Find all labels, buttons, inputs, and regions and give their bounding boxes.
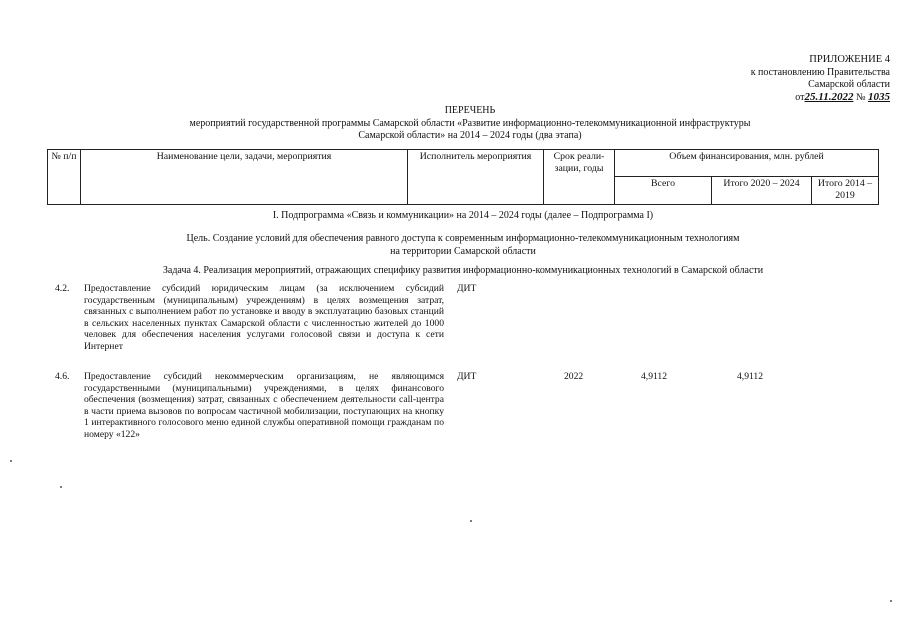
- document-title: [100, 105, 840, 143]
- appendix-number: 1035: [868, 90, 890, 103]
- row-number: 4.6.: [55, 371, 70, 382]
- goal-line-1: Цель. Создание условий для обеспечения равного доступа к современным информационно-телекоммуникационным технологиям: [186, 233, 740, 244]
- header-table: [47, 149, 879, 205]
- appendix-block: [700, 54, 890, 104]
- row-executor: ДИТ: [457, 371, 477, 382]
- title-line-1: мероприятий государственной программы Самарской области «Развитие информационно-телекоммуникационной инфраструктуры: [189, 117, 751, 129]
- appendix-title: ПРИЛОЖЕНИЕ 4: [809, 54, 890, 65]
- header-col-2020-2024: Итого 2020 – 2024: [712, 177, 812, 205]
- appendix-line-region: Самарской области: [808, 78, 890, 90]
- scan-speck: [10, 460, 12, 462]
- row-total: 4,9112: [641, 371, 668, 382]
- title-line-2: Самарской области» на 2014 – 2024 годы (два этапа): [358, 130, 582, 141]
- row-description: Предоставление субсидий некоммерческим организациям, не являющимся государственными (муниципальными) учреждениями, в целях финансового обеспечения (возмещения) затрат, связанных с обеспечением деятельности call-центра в части приема вызовов по вопросам частичной мобилизации, поступающих на кнопку 1 интерактивного голосового меню единой службы оперативной помощи гражданам по номеру «122»: [84, 371, 444, 440]
- row-description: Предоставление субсидий юридическим лицам (за исключением субсидий государственным (муниципальным) учреждениям) в целях возмещения затрат, связанных с выполнением работ по установке и вводу в эксплуатацию базовых станций в сельских населенных пунктах Самарской области с численностью жителей до 1000 человек для обеспечения населения услугами голосовой связи и доступа к сети Интернет: [84, 283, 444, 352]
- header-col-num: № п/п: [48, 150, 81, 205]
- row-subtotal-2020-2024: 4,9112: [737, 371, 764, 382]
- scan-speck: [60, 486, 62, 488]
- header-col-term: Срок реали-зации, годы: [544, 150, 615, 205]
- header-col-total: Всего: [615, 177, 712, 205]
- subprogram-heading: I. Подпрограмма «Связь и коммуникации» на 2014 – 2024 годы (далее – Подпрограмма I): [272, 210, 654, 221]
- row-year: 2022: [564, 371, 584, 382]
- header-col-funding: Объем финансирования, млн. рублей: [615, 150, 879, 177]
- row-number: 4.2.: [55, 283, 70, 294]
- appendix-dateline: [700, 91, 890, 104]
- header-col-2014-2019: Итого 2014 – 2019: [812, 177, 879, 205]
- scan-speck: [890, 600, 892, 602]
- title-heading: ПЕРЕЧЕНЬ: [444, 105, 496, 116]
- appendix-line-resolution: к постановлению Правительства: [750, 66, 890, 78]
- header-col-name: Наименование цели, задачи, мероприятия: [81, 150, 408, 205]
- appendix-number-sign: №: [855, 91, 866, 103]
- appendix-date: 25.11.2022: [804, 90, 854, 103]
- goal-heading: [47, 233, 879, 258]
- scan-speck: [470, 520, 472, 522]
- goal-line-2: на территории Самарской области: [390, 245, 536, 257]
- task-heading: Задача 4. Реализация мероприятий, отражающих специфику развития информационно-коммуникационных технологий в Самарской области: [162, 265, 764, 276]
- row-executor: ДИТ: [457, 283, 477, 294]
- appendix-from-label: от: [795, 91, 805, 103]
- header-col-executor: Исполнитель мероприятия: [408, 150, 544, 205]
